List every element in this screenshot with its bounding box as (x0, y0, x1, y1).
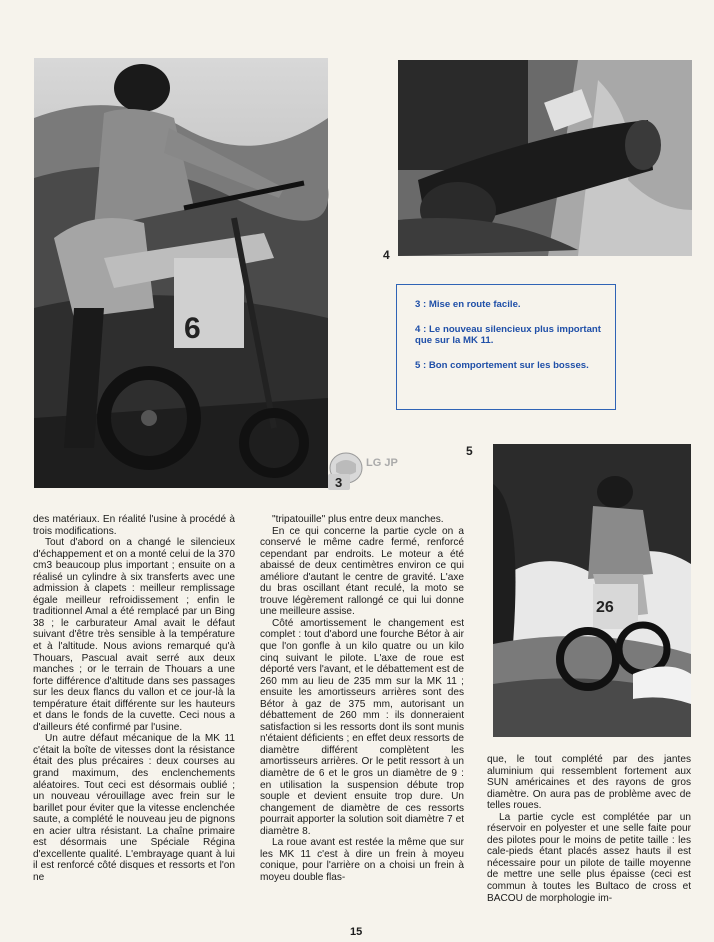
fig5-bib-number: 26 (596, 599, 614, 616)
col2-paragraph-2: En ce qui concerne la partie cycle on a conservé le même cadre fermé, renforcé cependant par endroits. Le moteur a été abaissé de deux centimètres environ ce qui améliore d'autant le centre de gravité. L'axe du bras oscillant étant reculé, la moto se trouve légèrement rallongé ce qui lui donne une meilleure assise. (260, 525, 464, 618)
col1-paragraph-3: Un autre défaut mécanique de la MK 11 c'était la boîte de vitesses dont la résistance était des plus précaires : deux courses au grand maximum, des enclenchements aléatoires. Tout ceci est désormais oublié ; un nouveau vérouillage avec frein sur le barillet pour éviter que la vitesse enclenchée saute, a complété le nouveau jeu de pignons en acier ultra résistant. La chaîne primaire est désormais une Spéciale Régina d'excellente qualité. L'embrayage quant à lui il est renforcé côté disques et ressorts et l'on ne (33, 733, 235, 883)
caption-5: 5 : Bon comportement sur les bosses. (415, 360, 589, 371)
col3-paragraph-2: La partie cycle est complétée par un réservoir en polyester et une selle faite pour des pilotes pour le moins de petite taille : les cale-pieds étant placés assez hauts il est nécessaire pour un pilote de taille moyenne de mettre une selle plus épaisse (ceci est commun à toutes les Bultaco de cross et BACOU de morphologie im- (487, 811, 691, 904)
figure-number-4: 4 (383, 248, 390, 262)
photo-kickstart-rider (34, 58, 328, 488)
caption-box (396, 284, 616, 410)
magazine-logo (326, 450, 398, 494)
caption-4: 4 : Le nouveau silencieux plus important que sur la MK 11. (415, 324, 601, 346)
col3-paragraph-1: que, le tout complété par des jantes aluminium qui ressemblent fortement aux SUN américaines et des rayons de gros diamètre. On aura pas de problème avec de telles roues. (487, 754, 691, 812)
article-column-1 (33, 514, 235, 884)
page-number: 15 (350, 926, 363, 938)
article-column-2 (260, 514, 464, 884)
col2-paragraph-1: "tripatouille" plus entre deux manches. (272, 514, 444, 525)
figure-number-3: 3 (335, 475, 343, 490)
fig3-bib-number: 6 (184, 312, 201, 345)
photo-silencer (398, 60, 692, 256)
figure-number-5: 5 (466, 444, 473, 458)
col2-paragraph-3: Côté amortissement le changement est complet : tout d'abord une fourche Bétor à air que l'on gonfle à un kilo quatre ou un kilo cinq suivant le pilote. L'axe de roue est déporté vers l'avant, et le débattement est de 260 mm au lieu de 235 mm sur la MK 11 ; ensuite les amortisseurs arrières sont des Bétor à gaz de 375 mm, autorisant un débattement de 260 mm : ils donneraient satisfaction si les ressorts dont ils sont munis n'étaient déficients ; en effet deux ressorts de diamètre différent complètent les amortisseurs arrières. Or le petit ressort à un diamètre de 6 et le gros un diamètre de 9 : en utilisation la suspension débute trop souple et devient ensuite trop dure. Un changement de diamètre de ces ressorts pourrait apporter la solution soit diamètre 7 et diamètre 8. (260, 617, 464, 837)
logo-text: LG JP (366, 457, 398, 469)
col2-paragraph-4: La roue avant est restée la même que sur les MK 11 c'est à dire un frein à moyeu conique, pour l'arrière on a choisi un frein à moyeu double flas- (260, 837, 464, 883)
caption-3: 3 : Mise en route facile. (415, 299, 521, 310)
article-column-3 (487, 754, 691, 904)
col1-paragraph-2: Tout d'abord on a changé le silencieux d'échappement et on a monté celui de la 370 cm3 beaucoup plus important ; ensuite on a réalisé un cylindre à six transferts avec une admission à clapets : meilleur remplissage égale meilleur refroidissement ; enfin le traditionnel Amal a été remplacé par un Bing 38 ; le carburateur Amal avait le défaut suivant d'être très sensible à la température et à l'altitude. Nous avions remarqué qu'à Thouars, Pascual avait serré aux deux manches ; or le terrain de Thouars a une forte différence d'altitude dans ses passages sur les deux flancs du vallon et ce jour-là la température était différente sur les hauteurs et dans le fonds de la cuvette. Ceci nous a d'ailleurs été confirmé par l'usine. (33, 537, 235, 733)
photo-bumps-rider (493, 444, 691, 737)
col1-paragraph-1: des matériaux. En réalité l'usine à procédé à trois modifications. (33, 514, 235, 537)
